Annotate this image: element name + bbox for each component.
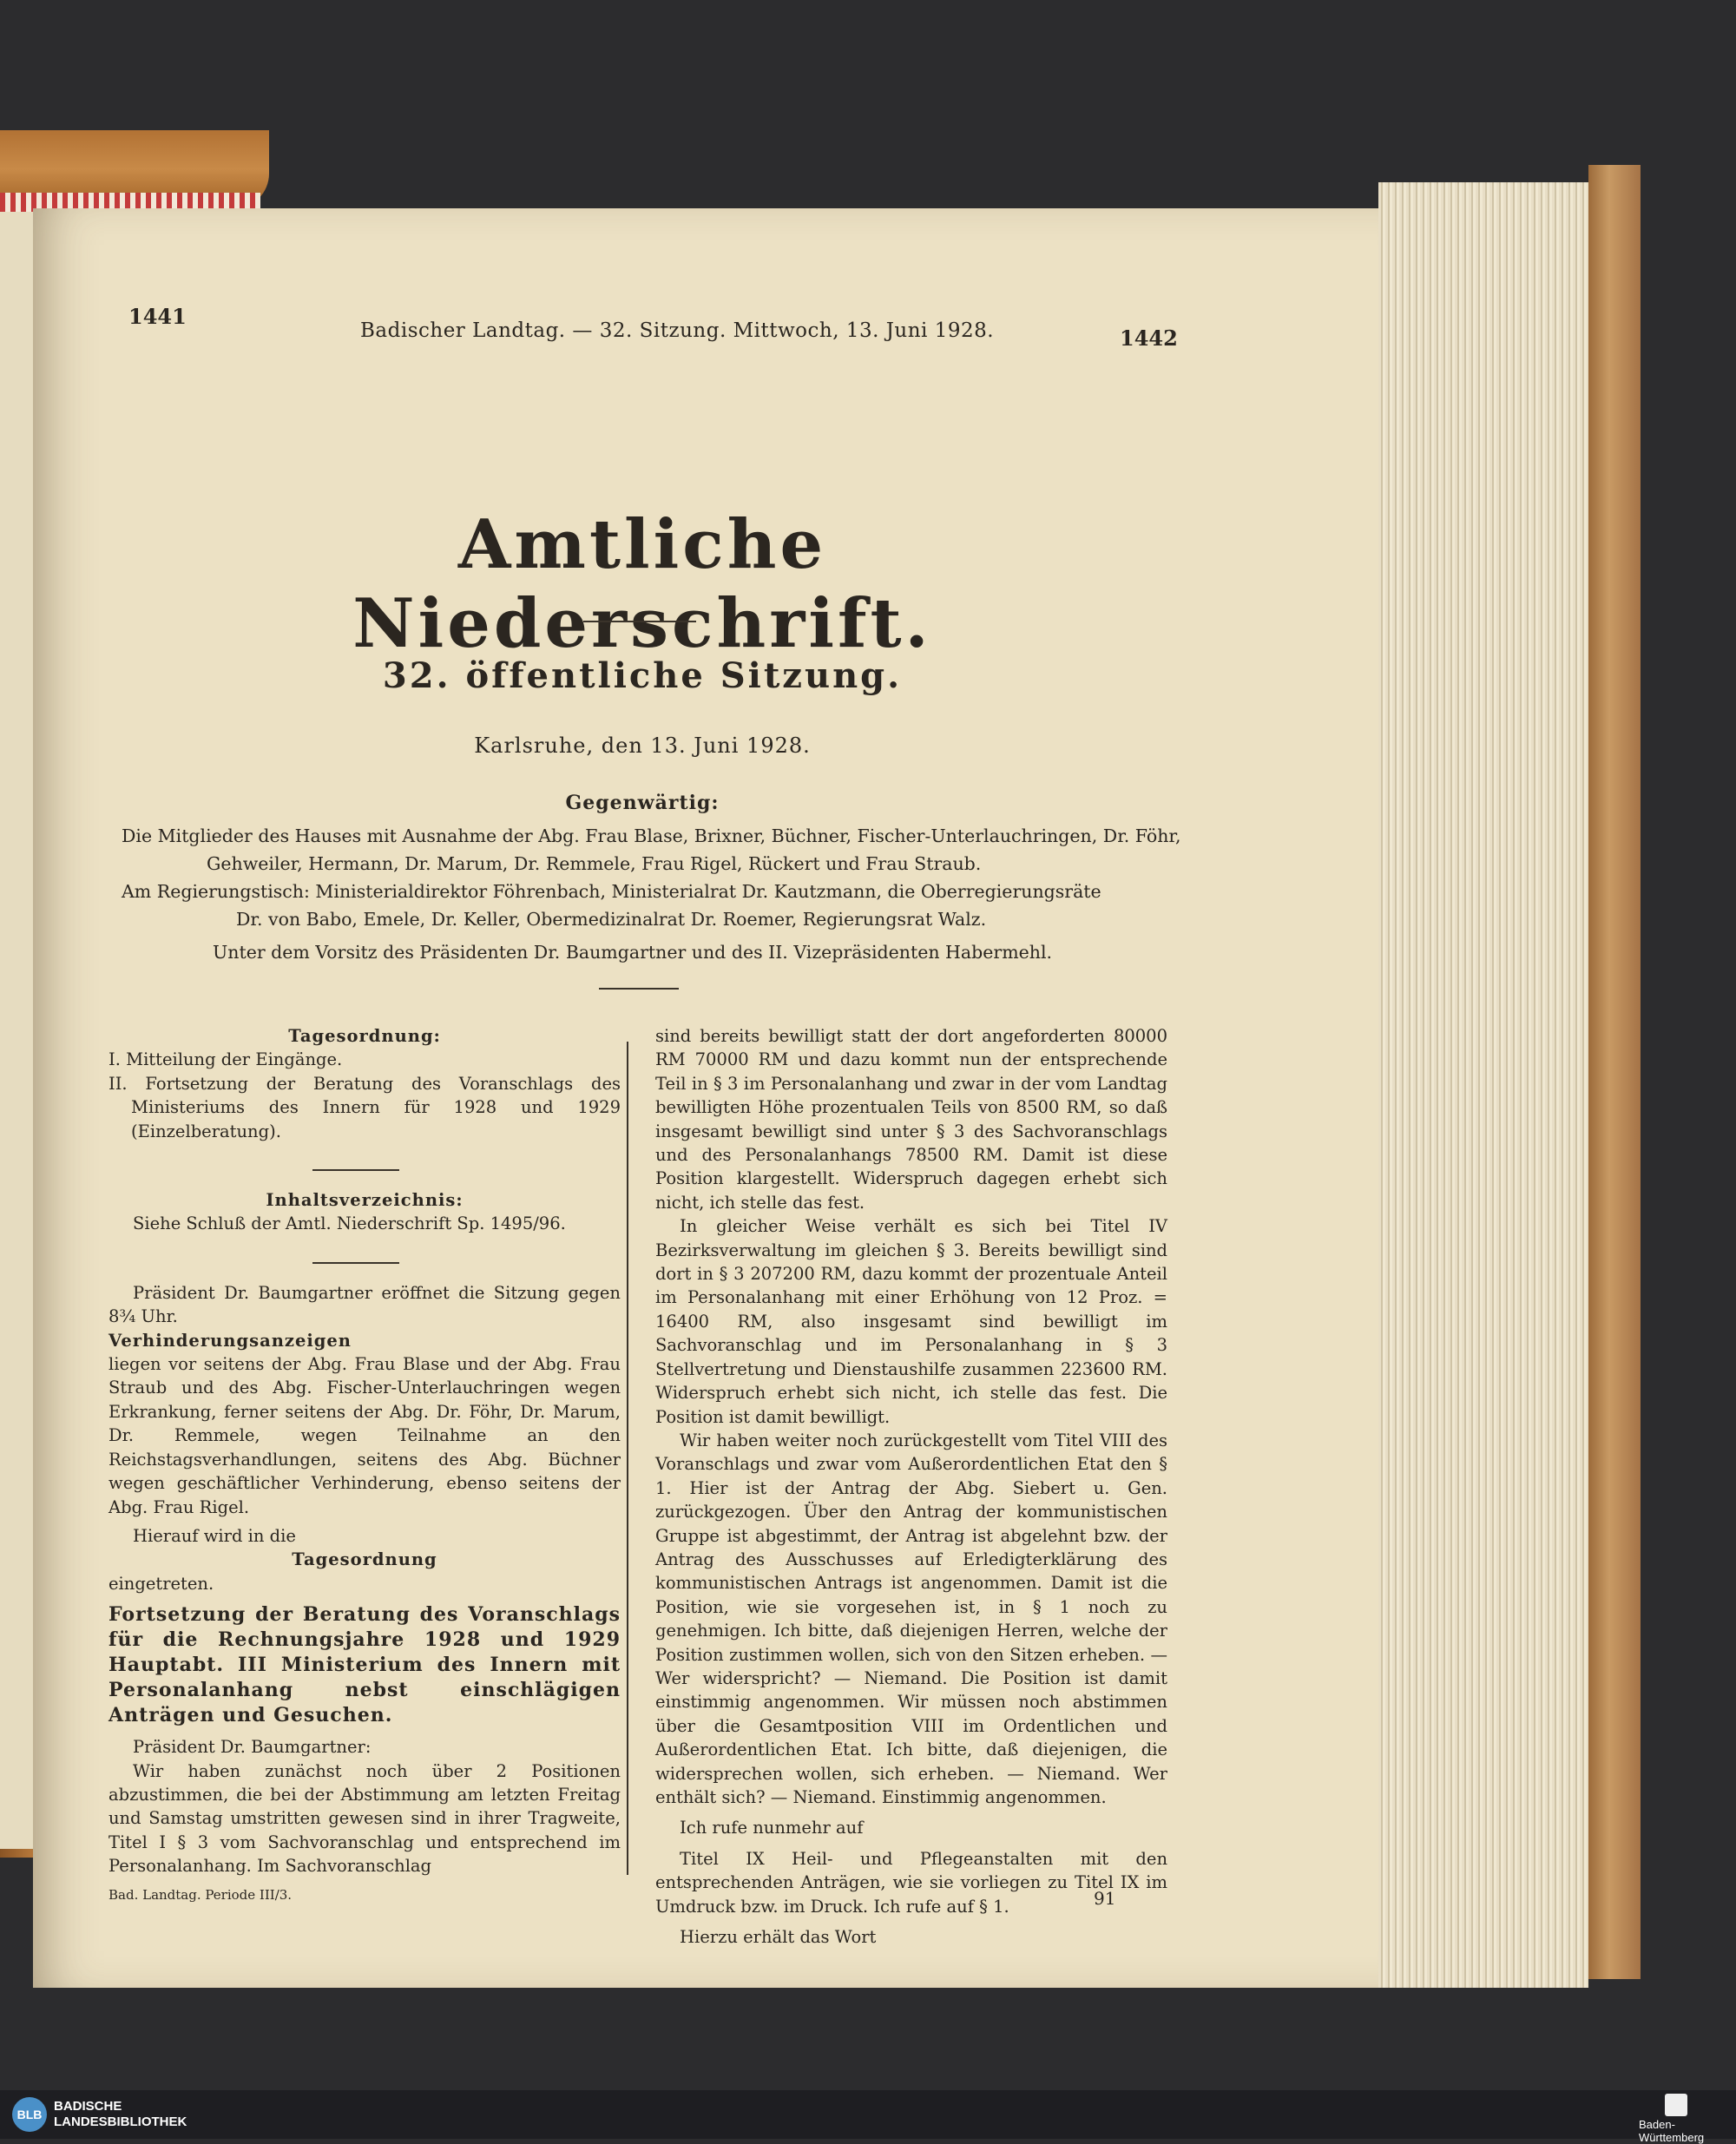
page-number-left: 1441 [128,304,187,329]
enter-text: eingetreten. [108,1573,214,1594]
partner-name[interactable]: Baden-Württemberg [1639,2118,1705,2144]
column-rule [312,1169,399,1171]
contents-text: Siehe Schluß der Amtl. Niederschrift Sp. 1495/96. [133,1213,566,1234]
state-crest-icon [1665,2094,1687,2116]
footer-bar [0,2090,1736,2139]
speaker-name: Präsident Dr. Baumgartner: [133,1737,372,1758]
present-line: Am Regierungstisch: Ministerialdirektor Föhrenbach, Ministerialrat Dr. Kautzmann, die Oberregierungsräte [122,881,1101,902]
right-column [655,1024,1167,1949]
present-line: Dr. von Babo, Emele, Dr. Keller, Obermedizinalrat Dr. Roemer, Regierungsrat Walz. [236,909,987,930]
signature-line: Bad. Landtag. Periode III/3. [108,1886,293,1903]
agenda-subheading: Tagesordnung [292,1549,437,1570]
book-cover-right [1588,165,1641,1979]
paragraph: Wir haben weiter noch zurückgestellt vom Titel VIII des Voranschlags und zwar vom Außerordentlichen Etat den § 1. Hier ist der Antrag der Abg. Siebert u. Gen. zurückgezogen. Über den Antrag der kommunistischen Gruppe ist abgestimmt, der Antrag ist abgelehnt bzw. der Antrag des Ausschusses auf Erledigterklärung des kommunistischen Antrags ist angenommen. Damit ist die Position, wie sie vorgesehen ist, in § 1 noch zu genehmigen. Ich bitte, daß diejenigen Herren, welche der Position zustimmen wollen, sich von den Sitzen erheben. — Wer widerspricht? — Niemand. Die Position ist damit einstimmig angenommen. Wir müssen noch abstimmen über die Gesamtposition VIII im Ordentlichen und Außerordentlichen Etat. Ich bitte, daß diejenigen, die widersprechen wollen, sich erheben. — Niemand. Wer enthält sich? — Niemand. Einstimmig angenommen. [655,1430,1167,1807]
left-column [108,1024,621,1907]
paragraph: In gleicher Weise verhält es sich bei Titel IV Bezirksverwaltung im gleichen § 3. Bereits bewilligt sind dort in § 3 207200 RM, dazu kommt der prozentuale Anteil im Personalanhang mit einer Erhöhung von 12 Proz. = 16400 RM, also insgesamt sind bewilligt im Sachvoranschlag und im Personalanhang in § 3 Stellvertretung und Dienstaushilfe zusammen 223600 RM. Widerspruch erhebt sich nicht, ich stelle das fest. Die Position ist damit bewilligt. [655,1216,1167,1427]
present-heading: Gegenwärtig: [565,792,720,814]
section-rule [599,988,679,990]
paragraph: sind bereits bewilligt statt der dort angeforderten 80000 RM 70000 RM und dazu kommt nun der entsprechende Teil in § 3 im Personalanhang und zwar in der vom Landtag bewilligten Höhe prozentualen Teils von 8500 RM, so daß insgesamt bewilligt sind unter § 3 des Sachvoranschlags und des Personalanhangs 78500 RM. Damit ist diese Position klargestellt. Widerspruch dagegen erhebt sich nicht, ich stelle das fest. [655,1026,1167,1213]
absence-text: liegen vor seitens der Abg. Frau Blase und der Abg. Frau Straub und des Abg. Fischer-Unterlauchringen wegen Erkrankung, ferner seitens der Abg. Dr. Föhr, Dr. Marum, Dr. Remmele, wegen Teilnahme an den Reichstagsverhandlungen, seitens des Abg. Büchner wegen geschäftlicher Verhinderung, ebenso seitens der Abg. Frau Rigel. [108,1354,621,1517]
paragraph: Hierzu erhält das Wort [680,1927,877,1948]
agenda-item: I. Mitteilung der Eingänge. [108,1049,343,1070]
column-rule [312,1262,399,1264]
library-name[interactable] [54,2099,187,2130]
library-logo[interactable]: BLB [12,2097,47,2132]
paragraph: Titel IX Heil- und Pflegeanstalten mit den entsprechenden Anträgen, wie sie vorliegen zu Titel IX im Umdruck bzw. im Druck. Ich rufe auf § 1. [655,1848,1167,1917]
speech-text: Wir haben zunächst noch über 2 Positionen abzustimmen, die bei der Abstimmung am letzten Freitag und Samstag umstritten gewesen sind in ihrer Tragweite, Titel I § 3 vom Sachvoranschlag und entsprechend im Personalanhang. Im Sachvoranschlag [108,1760,621,1877]
present-line: Gehweiler, Hermann, Dr. Marum, Dr. Remmele, Frau Rigel, Rückert und Frau Straub. [207,853,982,874]
title-rule [583,621,696,622]
agenda-heading: Tagesordnung: [288,1026,441,1046]
sheet-number: 91 [1094,1888,1116,1909]
contents-heading: Inhaltsverzeichnis: [266,1190,464,1211]
session-title: 32. öffentliche Sitzung. [382,655,903,696]
document-title: Amtliche Niederschrift. [352,505,932,663]
place-date: Karlsruhe, den 13. Juni 1928. [474,733,811,758]
absence-heading: Verhinderungsanzeigen [108,1330,352,1351]
page-number-right: 1442 [1120,326,1178,351]
library-name-line: BADISCHE [54,2099,122,2114]
present-line: Die Mitglieder des Hauses mit Ausnahme der Abg. Frau Blase, Brixner, Büchner, Fischer-Unterlauchringen, Dr. Föhr, [122,825,1181,846]
item-heading: Fortsetzung der Beratung des Voranschlags für die Rechnungsjahre 1928 und 1929 Hauptabt. III Ministerium des Innern mit Personalanhang nebst einschlägigen Anträgen und Gesuchen. [108,1603,621,1727]
agenda-item: II. Fortsetzung der Beratung des Voranschlags des Ministeriums des Innern für 1928 und 1929 (Einzelberatung). [108,1073,621,1141]
enter-text: Hierauf wird in die [133,1525,296,1546]
opening-text: Präsident Dr. Baumgartner eröffnet die Sitzung gegen 8¾ Uhr. [108,1282,621,1327]
paragraph: Ich rufe nunmehr auf [680,1818,864,1838]
present-line: Unter dem Vorsitz des Präsidenten Dr. Baumgartner und des II. Vizepräsidenten Habermehl. [213,942,1053,963]
page-edges [1378,182,1588,1988]
running-head: Badischer Landtag. — 32. Sitzung. Mittwoch, 13. Juni 1928. [360,319,995,342]
library-name-line: LANDESBIBLIOTHEK [54,2114,187,2129]
column-divider [627,1042,628,1875]
